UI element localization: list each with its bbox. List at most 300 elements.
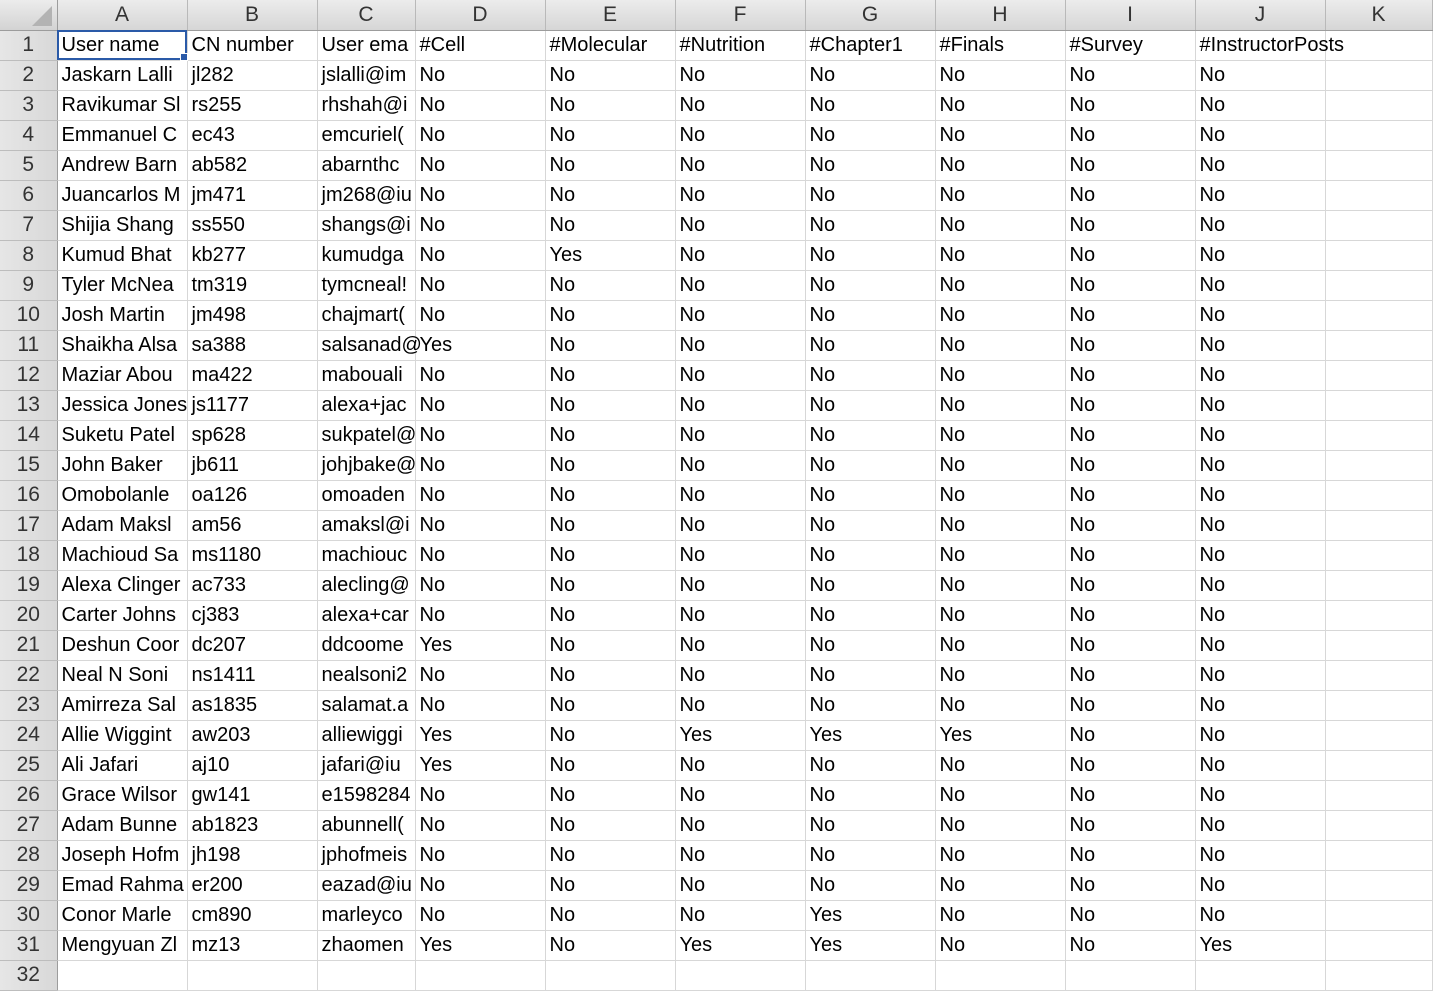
- cell-g18[interactable]: No: [805, 540, 935, 570]
- cell-k29[interactable]: [1325, 870, 1432, 900]
- cell-c15[interactable]: johjbake@: [317, 450, 415, 480]
- cell-j30[interactable]: No: [1195, 900, 1325, 930]
- cell-e28[interactable]: No: [545, 840, 675, 870]
- cell-f29[interactable]: No: [675, 870, 805, 900]
- cell-a11[interactable]: Shaikha Alsa: [57, 330, 187, 360]
- cell-b27[interactable]: ab1823: [187, 810, 317, 840]
- cell-c12[interactable]: mabouali: [317, 360, 415, 390]
- cell-g24[interactable]: Yes: [805, 720, 935, 750]
- cell-a4[interactable]: Emmanuel C: [57, 120, 187, 150]
- cell-i6[interactable]: No: [1065, 180, 1195, 210]
- cell-b24[interactable]: aw203: [187, 720, 317, 750]
- cell-e4[interactable]: No: [545, 120, 675, 150]
- cell-e25[interactable]: No: [545, 750, 675, 780]
- cell-f17[interactable]: No: [675, 510, 805, 540]
- row-header[interactable]: 31: [0, 930, 57, 960]
- cell-b11[interactable]: sa388: [187, 330, 317, 360]
- cell-a19[interactable]: Alexa Clinger: [57, 570, 187, 600]
- cell-a7[interactable]: Shijia Shang: [57, 210, 187, 240]
- cell-d25[interactable]: Yes: [415, 750, 545, 780]
- cell-a12[interactable]: Maziar Abou: [57, 360, 187, 390]
- cell-f16[interactable]: No: [675, 480, 805, 510]
- cell-h3[interactable]: No: [935, 90, 1065, 120]
- cell-i23[interactable]: No: [1065, 690, 1195, 720]
- cell-k27[interactable]: [1325, 810, 1432, 840]
- cell-h4[interactable]: No: [935, 120, 1065, 150]
- cell-h8[interactable]: No: [935, 240, 1065, 270]
- cell-i8[interactable]: No: [1065, 240, 1195, 270]
- cell-f32[interactable]: [675, 960, 805, 990]
- cell-j15[interactable]: No: [1195, 450, 1325, 480]
- cell-i11[interactable]: No: [1065, 330, 1195, 360]
- cell-k22[interactable]: [1325, 660, 1432, 690]
- cell-f9[interactable]: No: [675, 270, 805, 300]
- cell-b4[interactable]: ec43: [187, 120, 317, 150]
- cell-f20[interactable]: No: [675, 600, 805, 630]
- cell-g8[interactable]: No: [805, 240, 935, 270]
- cell-j5[interactable]: No: [1195, 150, 1325, 180]
- cell-j21[interactable]: No: [1195, 630, 1325, 660]
- cell-j28[interactable]: No: [1195, 840, 1325, 870]
- cell-b22[interactable]: ns1411: [187, 660, 317, 690]
- cell-c2[interactable]: jslalli@im: [317, 60, 415, 90]
- row-header[interactable]: 6: [0, 180, 57, 210]
- cell-d26[interactable]: No: [415, 780, 545, 810]
- cell-g9[interactable]: No: [805, 270, 935, 300]
- cell-b12[interactable]: ma422: [187, 360, 317, 390]
- cell-k25[interactable]: [1325, 750, 1432, 780]
- cell-a5[interactable]: Andrew Barn: [57, 150, 187, 180]
- cell-e16[interactable]: No: [545, 480, 675, 510]
- cell-j26[interactable]: No: [1195, 780, 1325, 810]
- row-header[interactable]: 17: [0, 510, 57, 540]
- cell-g14[interactable]: No: [805, 420, 935, 450]
- cell-b32[interactable]: [187, 960, 317, 990]
- row-header[interactable]: 13: [0, 390, 57, 420]
- cell-k7[interactable]: [1325, 210, 1432, 240]
- cell-d28[interactable]: No: [415, 840, 545, 870]
- cell-f24[interactable]: Yes: [675, 720, 805, 750]
- cell-b31[interactable]: mz13: [187, 930, 317, 960]
- cell-e8[interactable]: Yes: [545, 240, 675, 270]
- cell-j11[interactable]: No: [1195, 330, 1325, 360]
- cell-b8[interactable]: kb277: [187, 240, 317, 270]
- cell-b14[interactable]: sp628: [187, 420, 317, 450]
- cell-a23[interactable]: Amirreza Sal: [57, 690, 187, 720]
- cell-c29[interactable]: eazad@iu: [317, 870, 415, 900]
- cell-a25[interactable]: Ali Jafari: [57, 750, 187, 780]
- cell-b19[interactable]: ac733: [187, 570, 317, 600]
- row-header[interactable]: 3: [0, 90, 57, 120]
- cell-f8[interactable]: No: [675, 240, 805, 270]
- cell-b29[interactable]: er200: [187, 870, 317, 900]
- cell-e12[interactable]: No: [545, 360, 675, 390]
- cell-i32[interactable]: [1065, 960, 1195, 990]
- cell-b30[interactable]: cm890: [187, 900, 317, 930]
- cell-k19[interactable]: [1325, 570, 1432, 600]
- cell-c20[interactable]: alexa+car: [317, 600, 415, 630]
- fill-handle[interactable]: [180, 53, 188, 61]
- cell-d14[interactable]: No: [415, 420, 545, 450]
- cell-e23[interactable]: No: [545, 690, 675, 720]
- cell-i19[interactable]: No: [1065, 570, 1195, 600]
- cell-b17[interactable]: am56: [187, 510, 317, 540]
- cell-e30[interactable]: No: [545, 900, 675, 930]
- cell-k16[interactable]: [1325, 480, 1432, 510]
- cell-f14[interactable]: No: [675, 420, 805, 450]
- cell-g30[interactable]: Yes: [805, 900, 935, 930]
- cell-h18[interactable]: No: [935, 540, 1065, 570]
- cell-f5[interactable]: No: [675, 150, 805, 180]
- row-header[interactable]: 15: [0, 450, 57, 480]
- cell-a18[interactable]: Machioud Sa: [57, 540, 187, 570]
- column-header-h[interactable]: H: [935, 0, 1065, 30]
- cell-h27[interactable]: No: [935, 810, 1065, 840]
- cell-e5[interactable]: No: [545, 150, 675, 180]
- cell-j27[interactable]: No: [1195, 810, 1325, 840]
- cell-b13[interactable]: js1177: [187, 390, 317, 420]
- cell-i7[interactable]: No: [1065, 210, 1195, 240]
- cell-f7[interactable]: No: [675, 210, 805, 240]
- cell-f21[interactable]: No: [675, 630, 805, 660]
- row-header[interactable]: 28: [0, 840, 57, 870]
- cell-d27[interactable]: No: [415, 810, 545, 840]
- cell-i10[interactable]: No: [1065, 300, 1195, 330]
- cell-f2[interactable]: No: [675, 60, 805, 90]
- cell-b1[interactable]: CN number: [187, 30, 317, 60]
- cell-d24[interactable]: Yes: [415, 720, 545, 750]
- cell-c22[interactable]: nealsoni2: [317, 660, 415, 690]
- cell-j9[interactable]: No: [1195, 270, 1325, 300]
- cell-k31[interactable]: [1325, 930, 1432, 960]
- cell-e19[interactable]: No: [545, 570, 675, 600]
- row-header[interactable]: 22: [0, 660, 57, 690]
- cell-c13[interactable]: alexa+jac: [317, 390, 415, 420]
- cell-j19[interactable]: No: [1195, 570, 1325, 600]
- cell-j3[interactable]: No: [1195, 90, 1325, 120]
- cell-e26[interactable]: No: [545, 780, 675, 810]
- cell-c1[interactable]: User ema: [317, 30, 415, 60]
- cell-h20[interactable]: No: [935, 600, 1065, 630]
- cell-a15[interactable]: John Baker: [57, 450, 187, 480]
- cell-e6[interactable]: No: [545, 180, 675, 210]
- cell-a9[interactable]: Tyler McNea: [57, 270, 187, 300]
- cell-h14[interactable]: No: [935, 420, 1065, 450]
- cell-c17[interactable]: amaksl@i: [317, 510, 415, 540]
- cell-j7[interactable]: No: [1195, 210, 1325, 240]
- cell-g16[interactable]: No: [805, 480, 935, 510]
- row-header[interactable]: 8: [0, 240, 57, 270]
- cell-a14[interactable]: Suketu Patel: [57, 420, 187, 450]
- cell-f10[interactable]: No: [675, 300, 805, 330]
- row-header[interactable]: 30: [0, 900, 57, 930]
- cell-d22[interactable]: No: [415, 660, 545, 690]
- cell-h29[interactable]: No: [935, 870, 1065, 900]
- cell-k24[interactable]: [1325, 720, 1432, 750]
- row-header[interactable]: 18: [0, 540, 57, 570]
- cell-h17[interactable]: No: [935, 510, 1065, 540]
- row-header[interactable]: 4: [0, 120, 57, 150]
- cell-i1[interactable]: #Survey: [1065, 30, 1195, 60]
- cell-a10[interactable]: Josh Martin: [57, 300, 187, 330]
- column-header-g[interactable]: G: [805, 0, 935, 30]
- cell-f13[interactable]: No: [675, 390, 805, 420]
- cell-a13[interactable]: Jessica Jones: [57, 390, 187, 420]
- cell-k15[interactable]: [1325, 450, 1432, 480]
- cell-d5[interactable]: No: [415, 150, 545, 180]
- cell-k32[interactable]: [1325, 960, 1432, 990]
- cell-f3[interactable]: No: [675, 90, 805, 120]
- cell-k5[interactable]: [1325, 150, 1432, 180]
- cell-g11[interactable]: No: [805, 330, 935, 360]
- cell-h2[interactable]: No: [935, 60, 1065, 90]
- column-header-b[interactable]: B: [187, 0, 317, 30]
- cell-e29[interactable]: No: [545, 870, 675, 900]
- cell-d13[interactable]: No: [415, 390, 545, 420]
- cell-h23[interactable]: No: [935, 690, 1065, 720]
- cell-e20[interactable]: No: [545, 600, 675, 630]
- cell-e11[interactable]: No: [545, 330, 675, 360]
- cell-g2[interactable]: No: [805, 60, 935, 90]
- cell-d29[interactable]: No: [415, 870, 545, 900]
- cell-h13[interactable]: No: [935, 390, 1065, 420]
- cell-d19[interactable]: No: [415, 570, 545, 600]
- row-header[interactable]: 5: [0, 150, 57, 180]
- cell-k9[interactable]: [1325, 270, 1432, 300]
- column-header-k[interactable]: K: [1325, 0, 1432, 30]
- row-header[interactable]: 9: [0, 270, 57, 300]
- cell-g23[interactable]: No: [805, 690, 935, 720]
- cell-g32[interactable]: [805, 960, 935, 990]
- cell-g25[interactable]: No: [805, 750, 935, 780]
- cell-c9[interactable]: tymcneal!: [317, 270, 415, 300]
- cell-i2[interactable]: No: [1065, 60, 1195, 90]
- cell-b20[interactable]: cj383: [187, 600, 317, 630]
- cell-h32[interactable]: [935, 960, 1065, 990]
- cell-d8[interactable]: No: [415, 240, 545, 270]
- cell-c10[interactable]: chajmart(: [317, 300, 415, 330]
- cell-j16[interactable]: No: [1195, 480, 1325, 510]
- cell-f22[interactable]: No: [675, 660, 805, 690]
- cell-h5[interactable]: No: [935, 150, 1065, 180]
- cell-i4[interactable]: No: [1065, 120, 1195, 150]
- row-header[interactable]: 19: [0, 570, 57, 600]
- cell-k23[interactable]: [1325, 690, 1432, 720]
- row-header[interactable]: 26: [0, 780, 57, 810]
- cell-g20[interactable]: No: [805, 600, 935, 630]
- cell-i3[interactable]: No: [1065, 90, 1195, 120]
- cell-k14[interactable]: [1325, 420, 1432, 450]
- cell-f11[interactable]: No: [675, 330, 805, 360]
- cell-f27[interactable]: No: [675, 810, 805, 840]
- cell-h10[interactable]: No: [935, 300, 1065, 330]
- cell-d18[interactable]: No: [415, 540, 545, 570]
- cell-h9[interactable]: No: [935, 270, 1065, 300]
- cell-c7[interactable]: shangs@i: [317, 210, 415, 240]
- cell-c26[interactable]: e1598284: [317, 780, 415, 810]
- cell-e22[interactable]: No: [545, 660, 675, 690]
- cell-j4[interactable]: No: [1195, 120, 1325, 150]
- cell-b5[interactable]: ab582: [187, 150, 317, 180]
- cell-i30[interactable]: No: [1065, 900, 1195, 930]
- cell-h16[interactable]: No: [935, 480, 1065, 510]
- cell-g6[interactable]: No: [805, 180, 935, 210]
- cell-d10[interactable]: No: [415, 300, 545, 330]
- cell-b26[interactable]: gw141: [187, 780, 317, 810]
- cell-f25[interactable]: No: [675, 750, 805, 780]
- cell-j29[interactable]: No: [1195, 870, 1325, 900]
- cell-c30[interactable]: marleyco: [317, 900, 415, 930]
- cell-j8[interactable]: No: [1195, 240, 1325, 270]
- cell-g10[interactable]: No: [805, 300, 935, 330]
- row-header[interactable]: 14: [0, 420, 57, 450]
- column-header-e[interactable]: E: [545, 0, 675, 30]
- cell-c24[interactable]: alliewiggi: [317, 720, 415, 750]
- cell-e9[interactable]: No: [545, 270, 675, 300]
- cell-j1[interactable]: #InstructorPosts: [1195, 30, 1325, 60]
- row-header[interactable]: 23: [0, 690, 57, 720]
- cell-i25[interactable]: No: [1065, 750, 1195, 780]
- cell-i13[interactable]: No: [1065, 390, 1195, 420]
- cell-c5[interactable]: abarnthc: [317, 150, 415, 180]
- cell-k3[interactable]: [1325, 90, 1432, 120]
- cell-h26[interactable]: No: [935, 780, 1065, 810]
- cell-g17[interactable]: No: [805, 510, 935, 540]
- row-header[interactable]: 1: [0, 30, 57, 60]
- cell-h30[interactable]: No: [935, 900, 1065, 930]
- cell-d20[interactable]: No: [415, 600, 545, 630]
- cell-e13[interactable]: No: [545, 390, 675, 420]
- cell-h25[interactable]: No: [935, 750, 1065, 780]
- cell-e1[interactable]: #Molecular: [545, 30, 675, 60]
- row-header[interactable]: 11: [0, 330, 57, 360]
- cell-b7[interactable]: ss550: [187, 210, 317, 240]
- cell-f31[interactable]: Yes: [675, 930, 805, 960]
- cell-j32[interactable]: [1195, 960, 1325, 990]
- cell-k8[interactable]: [1325, 240, 1432, 270]
- cell-d3[interactable]: No: [415, 90, 545, 120]
- cell-a28[interactable]: Joseph Hofm: [57, 840, 187, 870]
- cell-e14[interactable]: No: [545, 420, 675, 450]
- cell-i16[interactable]: No: [1065, 480, 1195, 510]
- cell-b16[interactable]: oa126: [187, 480, 317, 510]
- cell-h11[interactable]: No: [935, 330, 1065, 360]
- row-header[interactable]: 29: [0, 870, 57, 900]
- cell-d31[interactable]: Yes: [415, 930, 545, 960]
- cell-j10[interactable]: No: [1195, 300, 1325, 330]
- cell-a8[interactable]: Kumud Bhat: [57, 240, 187, 270]
- column-header-i[interactable]: I: [1065, 0, 1195, 30]
- cell-h22[interactable]: No: [935, 660, 1065, 690]
- cell-a1[interactable]: User name: [57, 30, 187, 60]
- row-header[interactable]: 12: [0, 360, 57, 390]
- cell-c25[interactable]: jafari@iu: [317, 750, 415, 780]
- cell-h19[interactable]: No: [935, 570, 1065, 600]
- cell-e3[interactable]: No: [545, 90, 675, 120]
- cell-i24[interactable]: No: [1065, 720, 1195, 750]
- cell-g13[interactable]: No: [805, 390, 935, 420]
- cell-i20[interactable]: No: [1065, 600, 1195, 630]
- cell-i17[interactable]: No: [1065, 510, 1195, 540]
- cell-b28[interactable]: jh198: [187, 840, 317, 870]
- cell-i18[interactable]: No: [1065, 540, 1195, 570]
- cell-g19[interactable]: No: [805, 570, 935, 600]
- cell-i28[interactable]: No: [1065, 840, 1195, 870]
- cell-c4[interactable]: emcuriel(: [317, 120, 415, 150]
- cell-j20[interactable]: No: [1195, 600, 1325, 630]
- cell-a2[interactable]: Jaskarn Lalli: [57, 60, 187, 90]
- cell-j24[interactable]: No: [1195, 720, 1325, 750]
- cell-d30[interactable]: No: [415, 900, 545, 930]
- cell-a3[interactable]: Ravikumar Sl: [57, 90, 187, 120]
- cell-c19[interactable]: alecling@: [317, 570, 415, 600]
- cell-j6[interactable]: No: [1195, 180, 1325, 210]
- cell-k17[interactable]: [1325, 510, 1432, 540]
- cell-h21[interactable]: No: [935, 630, 1065, 660]
- cell-d12[interactable]: No: [415, 360, 545, 390]
- cell-c16[interactable]: omoaden: [317, 480, 415, 510]
- cell-b18[interactable]: ms1180: [187, 540, 317, 570]
- cell-g7[interactable]: No: [805, 210, 935, 240]
- cell-e27[interactable]: No: [545, 810, 675, 840]
- cell-e17[interactable]: No: [545, 510, 675, 540]
- cell-a6[interactable]: Juancarlos M: [57, 180, 187, 210]
- row-header[interactable]: 20: [0, 600, 57, 630]
- cell-j25[interactable]: No: [1195, 750, 1325, 780]
- cell-j17[interactable]: No: [1195, 510, 1325, 540]
- cell-f12[interactable]: No: [675, 360, 805, 390]
- cell-k18[interactable]: [1325, 540, 1432, 570]
- cell-k6[interactable]: [1325, 180, 1432, 210]
- cell-d4[interactable]: No: [415, 120, 545, 150]
- cell-d17[interactable]: No: [415, 510, 545, 540]
- row-header[interactable]: 25: [0, 750, 57, 780]
- cell-c18[interactable]: machiouc: [317, 540, 415, 570]
- cell-b6[interactable]: jm471: [187, 180, 317, 210]
- cell-b9[interactable]: tm319: [187, 270, 317, 300]
- cell-a17[interactable]: Adam Maksl: [57, 510, 187, 540]
- cell-c14[interactable]: sukpatel@: [317, 420, 415, 450]
- cell-c3[interactable]: rhshah@i: [317, 90, 415, 120]
- cell-d16[interactable]: No: [415, 480, 545, 510]
- cell-f18[interactable]: No: [675, 540, 805, 570]
- cell-h12[interactable]: No: [935, 360, 1065, 390]
- cell-b10[interactable]: jm498: [187, 300, 317, 330]
- cell-i31[interactable]: No: [1065, 930, 1195, 960]
- cell-c6[interactable]: jm268@iu: [317, 180, 415, 210]
- column-header-d[interactable]: D: [415, 0, 545, 30]
- cell-k11[interactable]: [1325, 330, 1432, 360]
- column-header-a[interactable]: A: [57, 0, 187, 30]
- cell-f6[interactable]: No: [675, 180, 805, 210]
- column-header-j[interactable]: J: [1195, 0, 1325, 30]
- cell-h1[interactable]: #Finals: [935, 30, 1065, 60]
- cell-i22[interactable]: No: [1065, 660, 1195, 690]
- cell-c8[interactable]: kumudga: [317, 240, 415, 270]
- cell-c23[interactable]: salamat.a: [317, 690, 415, 720]
- cell-f4[interactable]: No: [675, 120, 805, 150]
- row-header[interactable]: 16: [0, 480, 57, 510]
- row-header[interactable]: 32: [0, 960, 57, 990]
- cell-i15[interactable]: No: [1065, 450, 1195, 480]
- cell-f30[interactable]: No: [675, 900, 805, 930]
- cell-c21[interactable]: ddcoome: [317, 630, 415, 660]
- cell-j2[interactable]: No: [1195, 60, 1325, 90]
- cell-k28[interactable]: [1325, 840, 1432, 870]
- cell-j14[interactable]: No: [1195, 420, 1325, 450]
- cell-g26[interactable]: No: [805, 780, 935, 810]
- row-header[interactable]: 27: [0, 810, 57, 840]
